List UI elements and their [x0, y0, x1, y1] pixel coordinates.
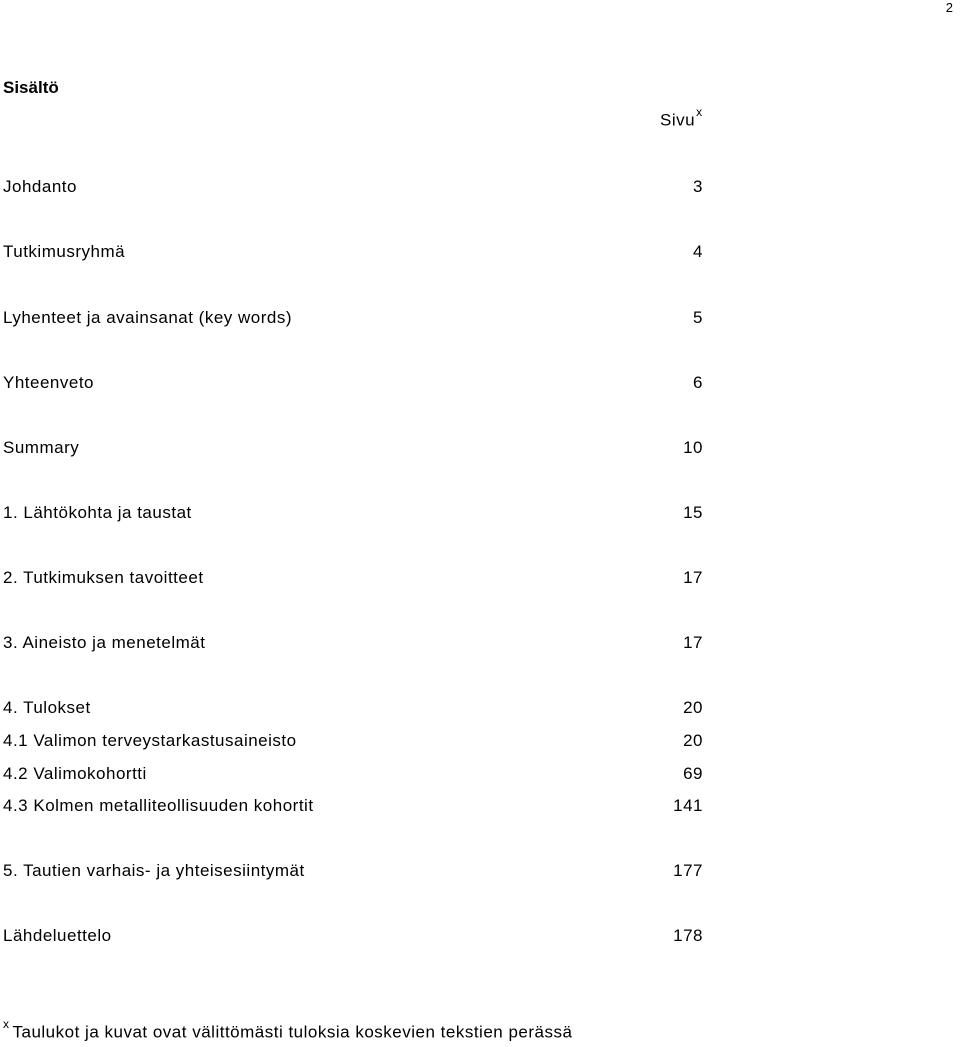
footnote-marker: x	[3, 1017, 10, 1031]
toc-entry-section-4-3	[3, 796, 703, 818]
toc-entry-page: 17	[683, 633, 703, 652]
toc-entry-label: Johdanto	[3, 177, 77, 196]
toc-entry-label: Lähdeluettelo	[3, 926, 112, 945]
toc-entry-label: Lyhenteet ja avainsanat (key words)	[3, 308, 293, 327]
toc-entry-section-4-1	[3, 731, 703, 753]
toc-entry-label: 3. Aineisto ja menetelmät	[3, 633, 206, 652]
footnote-marker: x	[696, 105, 703, 119]
toc-entry-page: 10	[683, 438, 703, 457]
toc-entry-chapter-2	[3, 568, 703, 590]
toc-entry-label: 4. Tulokset	[3, 698, 91, 717]
toc-entry-page: 3	[693, 177, 703, 196]
toc-entry-lyhenteet	[3, 308, 703, 330]
toc-entry-yhteenveto	[3, 373, 703, 395]
toc-entry-page: 5	[693, 308, 703, 327]
page-number: 2	[945, 0, 953, 15]
toc-entry-label: 4.2 Valimokohortti	[3, 764, 147, 783]
toc-entry-page: 17	[683, 568, 703, 587]
toc-entry-page: 20	[683, 698, 703, 717]
toc-entry-label: 4.3 Kolmen metalliteollisuuden kohortit	[3, 796, 314, 815]
toc-entry-page: 177	[673, 861, 703, 880]
toc-entry-lahdeluettelo	[3, 926, 703, 948]
toc-entry-label: 1. Lähtökohta ja taustat	[3, 503, 192, 522]
toc-entry-label: Tutkimusryhmä	[3, 242, 126, 261]
page-column-header	[660, 105, 703, 131]
page-title: Sisältö	[3, 78, 59, 97]
toc-entry-page: 4	[693, 242, 703, 261]
toc-entry-label: Yhteenveto	[3, 373, 95, 392]
toc-entry-page: 141	[673, 796, 703, 815]
toc-entry-label: 5. Tautien varhais- ja yhteisesiintymät	[3, 861, 305, 880]
toc-entry-label: 2. Tutkimuksen tavoitteet	[3, 568, 204, 587]
toc-entry-page: 69	[683, 764, 703, 783]
toc-entry-summary	[3, 438, 703, 460]
toc-entry-page: 20	[683, 731, 703, 750]
toc-entry-section-4-2	[3, 764, 703, 786]
toc-entry-chapter-4	[3, 698, 703, 720]
toc-entry-chapter-1	[3, 503, 703, 525]
toc-entry-johdanto	[3, 177, 703, 199]
footnote-text: Taulukot ja kuvat ovat välittömästi tuloksia koskevien tekstien perässä	[12, 1022, 573, 1042]
toc-entry-page: 178	[673, 926, 703, 945]
toc-entry-chapter-5	[3, 861, 703, 883]
toc-entry-tutkimusryhma	[3, 242, 703, 264]
toc-entry-label: Summary	[3, 438, 80, 457]
footnote	[3, 1017, 573, 1043]
toc-entry-page: 6	[693, 373, 703, 392]
toc-entry-page: 15	[683, 503, 703, 522]
page-column-label: Sivu	[660, 110, 696, 130]
toc-entry-chapter-3	[3, 633, 703, 655]
toc-entry-label: 4.1 Valimon terveystarkastusaineisto	[3, 731, 297, 750]
